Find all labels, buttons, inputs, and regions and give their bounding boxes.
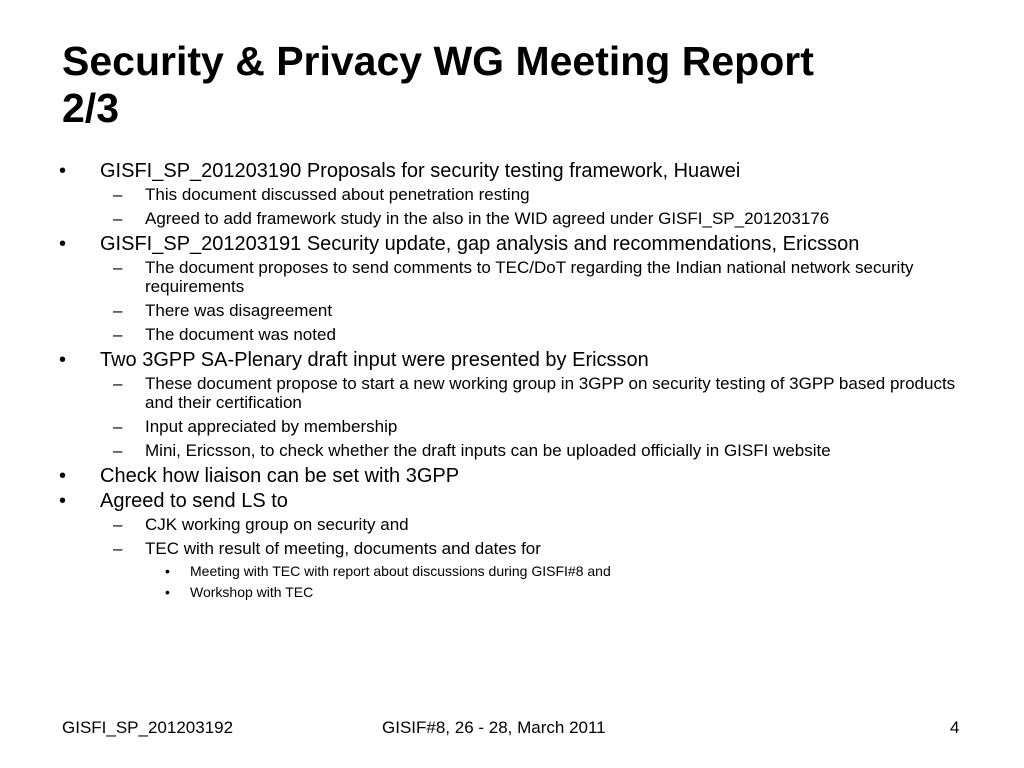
sub-bullet-item: [0, 417, 1024, 436]
bullet-item-liaison: [0, 465, 1024, 487]
sub-bullet-text: There was disagreement: [145, 301, 333, 320]
sub-bullet-item: [0, 301, 1024, 320]
bullet-text: Check how liaison can be set with 3GPP: [100, 465, 460, 487]
footer-page-number: 4: [950, 718, 960, 737]
dash-marker: –: [113, 258, 123, 277]
dash-marker: –: [113, 515, 123, 534]
bullet-text: GISFI_SP_201203190 Proposals for security testing framework, Huawei: [100, 160, 741, 182]
sub-bullet-text: Agreed to add framework study in the also in the WID agreed under GISFI_SP_201203176: [145, 209, 830, 228]
sub-bullet-item: [0, 539, 1024, 558]
bullet-marker: •: [59, 233, 67, 255]
bullet-marker: •: [165, 563, 170, 579]
bullet-marker: •: [165, 584, 170, 600]
bullet-item-proposals-security-testing: [0, 160, 1024, 182]
bullet-marker: •: [59, 490, 67, 512]
slide-title-line-1: Security & Privacy WG Meeting Report: [62, 38, 814, 84]
sub-bullet-text: CJK working group on security and: [145, 515, 409, 534]
sub-bullet-text: Input appreciated by membership: [145, 417, 398, 436]
sub-bullet-text: This document discussed about penetration resting: [145, 185, 530, 204]
dash-marker: –: [113, 374, 123, 393]
bullet-text: GISFI_SP_201203191 Security update, gap analysis and recommendations, Ericsson: [100, 233, 860, 255]
bullet-item-3gpp-draft-input: [0, 349, 1024, 371]
bullet-item-send-ls: [0, 490, 1024, 512]
dash-marker: –: [113, 441, 123, 460]
slide-title-line-2: 2/3: [62, 85, 119, 131]
dash-marker: –: [113, 539, 123, 558]
sub-bullet-text: The document proposes to send comments to TEC/DoT regarding the Indian national network security requirements: [145, 258, 914, 296]
bullet-marker: •: [59, 160, 67, 182]
sub-bullet-text: Mini, Ericsson, to check whether the draft inputs can be uploaded officially in GISFI website: [145, 441, 831, 460]
sub-bullet-item: [0, 515, 1024, 534]
bullet-item-security-update: [0, 233, 1024, 255]
dash-marker: –: [113, 417, 123, 436]
footer-meeting: GISIF#8, 26 - 28, March 2011: [382, 718, 606, 737]
sub-bullet-item: [0, 209, 1024, 228]
slide-title: [62, 38, 962, 132]
sub-sub-bullet-text: Workshop with TEC: [190, 584, 314, 600]
bullet-text: Agreed to send LS to: [100, 490, 288, 512]
sub-sub-bullet-item: [0, 584, 1024, 600]
slide-bullet-list: [0, 160, 1024, 605]
bullet-text: Two 3GPP SA-Plenary draft input were presented by Ericsson: [100, 349, 649, 371]
bullet-marker: •: [59, 465, 67, 487]
sub-bullet-item: [0, 325, 1024, 344]
sub-bullet-item: [0, 374, 1024, 412]
dash-marker: –: [113, 185, 123, 204]
sub-bullet-item: [0, 185, 1024, 204]
sub-bullet-text: TEC with result of meeting, documents and dates for: [145, 539, 541, 558]
dash-marker: –: [113, 325, 123, 344]
sub-sub-bullet-text: Meeting with TEC with report about discussions during GISFI#8 and: [190, 563, 611, 579]
sub-bullet-item: [0, 258, 1024, 296]
sub-bullet-text: The document was noted: [145, 325, 336, 344]
bullet-marker: •: [59, 349, 67, 371]
sub-bullet-item: [0, 441, 1024, 460]
dash-marker: –: [113, 301, 123, 320]
sub-sub-bullet-item: [0, 563, 1024, 579]
sub-bullet-text: These document propose to start a new working group in 3GPP on security testing of 3GPP based products and their certification: [145, 374, 956, 412]
dash-marker: –: [113, 209, 123, 228]
footer-doc-id: GISFI_SP_201203192: [62, 718, 234, 737]
